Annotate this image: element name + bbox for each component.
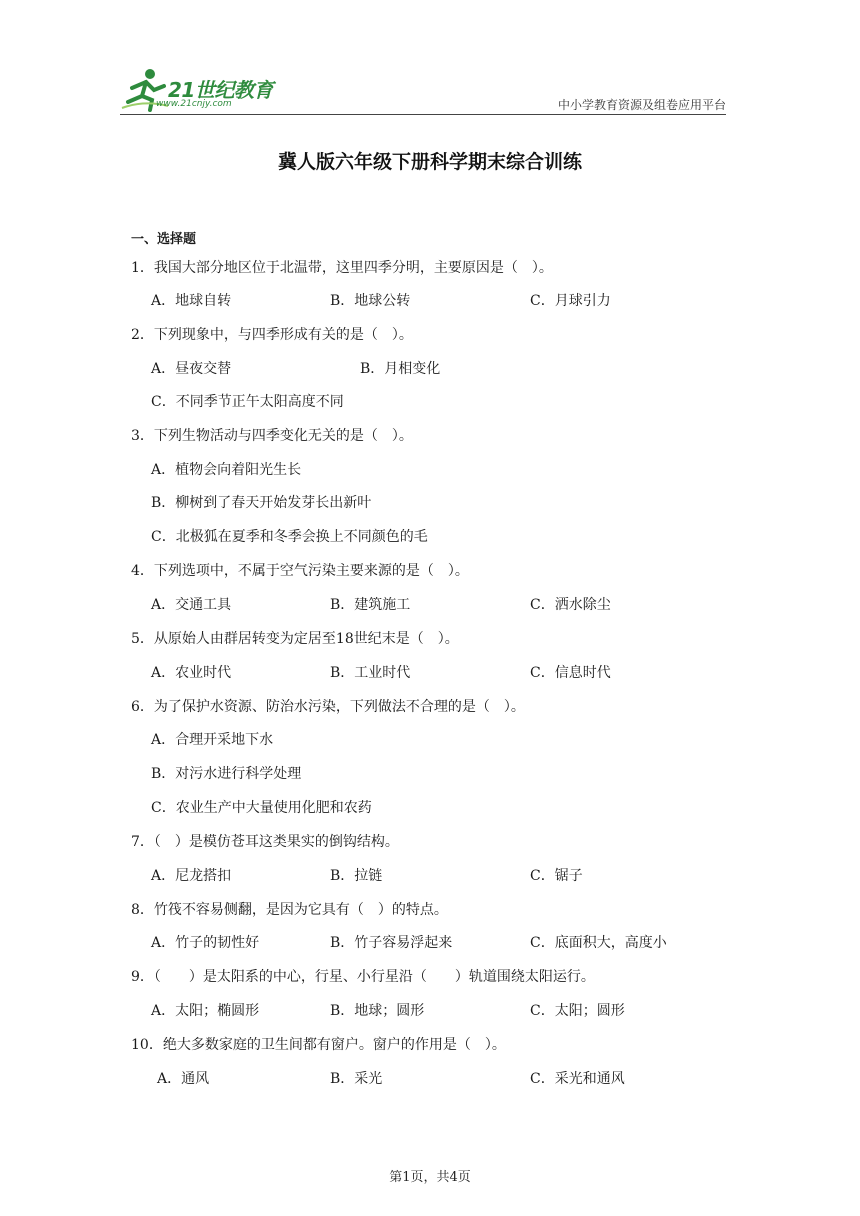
q2-option-a[interactable]: A．昼夜交替: [151, 361, 232, 377]
q9-option-b[interactable]: B．地球；圆形: [330, 1003, 425, 1019]
q9-option-c[interactable]: C．太阳；圆形: [530, 1003, 625, 1019]
q4-option-c[interactable]: C．洒水除尘: [530, 597, 611, 613]
q9-option-a[interactable]: A．太阳；椭圆形: [151, 1003, 260, 1019]
question-10: 10．绝大多数家庭的卫生间都有窗户。窗户的作用是（ ）。: [131, 1037, 506, 1053]
q5-option-c[interactable]: C．信息时代: [530, 665, 611, 681]
q10-option-a[interactable]: A．通风: [157, 1071, 210, 1087]
q1-option-b[interactable]: B．地球公转: [330, 293, 411, 309]
q4-option-b[interactable]: B．建筑施工: [330, 597, 411, 613]
q2-option-c[interactable]: C．不同季节正午太阳高度不同: [151, 394, 344, 410]
q1-option-c[interactable]: C．月球引力: [530, 293, 611, 309]
logo-text: 21世纪教育: [168, 78, 273, 102]
logo-url: www.21cnjy.com: [156, 99, 232, 109]
q2-option-b[interactable]: B．月相变化: [360, 361, 441, 377]
q7-option-b[interactable]: B．拉链: [330, 868, 383, 884]
question-6: 6．为了保护水资源、防治水污染，下列做法不合理的是（ ）。: [131, 699, 525, 715]
page-title: 冀人版六年级下册科学期末综合训练: [277, 151, 582, 173]
q7-option-a[interactable]: A．尼龙搭扣: [151, 868, 232, 884]
q5-option-b[interactable]: B．工业时代: [330, 665, 411, 681]
q10-option-b[interactable]: B．采光: [330, 1071, 383, 1087]
logo: [120, 66, 300, 114]
page-footer: 第1页，共4页: [389, 1170, 471, 1185]
question-4: 4．下列选项中，不属于空气污染主要来源的是（ ）。: [131, 563, 469, 579]
q8-option-a[interactable]: A．竹子的韧性好: [151, 935, 260, 951]
question-8: 8．竹筏不容易侧翻，是因为它具有（ ）的特点。: [131, 902, 448, 918]
page-header: [120, 66, 726, 116]
q3-option-c[interactable]: C．北极狐在夏季和冬季会换上不同颜色的毛: [151, 529, 428, 545]
q6-option-b[interactable]: B．对污水进行科学处理: [151, 766, 302, 782]
question-9: 9．（ ）是太阳系的中心，行星、小行星沿（ ）轨道围绕太阳运行。: [131, 969, 595, 985]
q6-option-a[interactable]: A．合理开采地下水: [151, 732, 274, 748]
q7-option-c[interactable]: C．锯子: [530, 868, 583, 884]
q5-option-a[interactable]: A．农业时代: [151, 665, 232, 681]
question-2: 2．下列现象中，与四季形成有关的是（ ）。: [131, 327, 413, 343]
q10-option-c[interactable]: C．采光和通风: [530, 1071, 625, 1087]
question-5: 5．从原始人由群居转变为定居至18世纪末是（ ）。: [131, 631, 459, 647]
q4-option-a[interactable]: A．交通工具: [151, 597, 232, 613]
header-divider: [120, 114, 726, 115]
q1-option-a[interactable]: A．地球自转: [151, 293, 232, 309]
section-heading: 一、选择题: [131, 232, 197, 247]
platform-name: 中小学教育资源及组卷应用平台: [557, 98, 726, 112]
q8-option-c[interactable]: C．底面积大，高度小: [530, 935, 667, 951]
question-1: 1．我国大部分地区位于北温带，这里四季分明，主要原因是（ ）。: [131, 260, 553, 276]
q3-option-b[interactable]: B．柳树到了春天开始发芽长出新叶: [151, 495, 372, 511]
q6-option-c[interactable]: C．农业生产中大量使用化肥和农药: [151, 800, 372, 816]
question-3: 3．下列生物活动与四季变化无关的是（ ）。: [131, 428, 413, 444]
q3-option-a[interactable]: A．植物会向着阳光生长: [151, 462, 302, 478]
question-7: 7．（ ）是模仿苍耳这类果实的倒钩结构。: [131, 834, 399, 850]
q8-option-b[interactable]: B．竹子容易浮起来: [330, 935, 453, 951]
